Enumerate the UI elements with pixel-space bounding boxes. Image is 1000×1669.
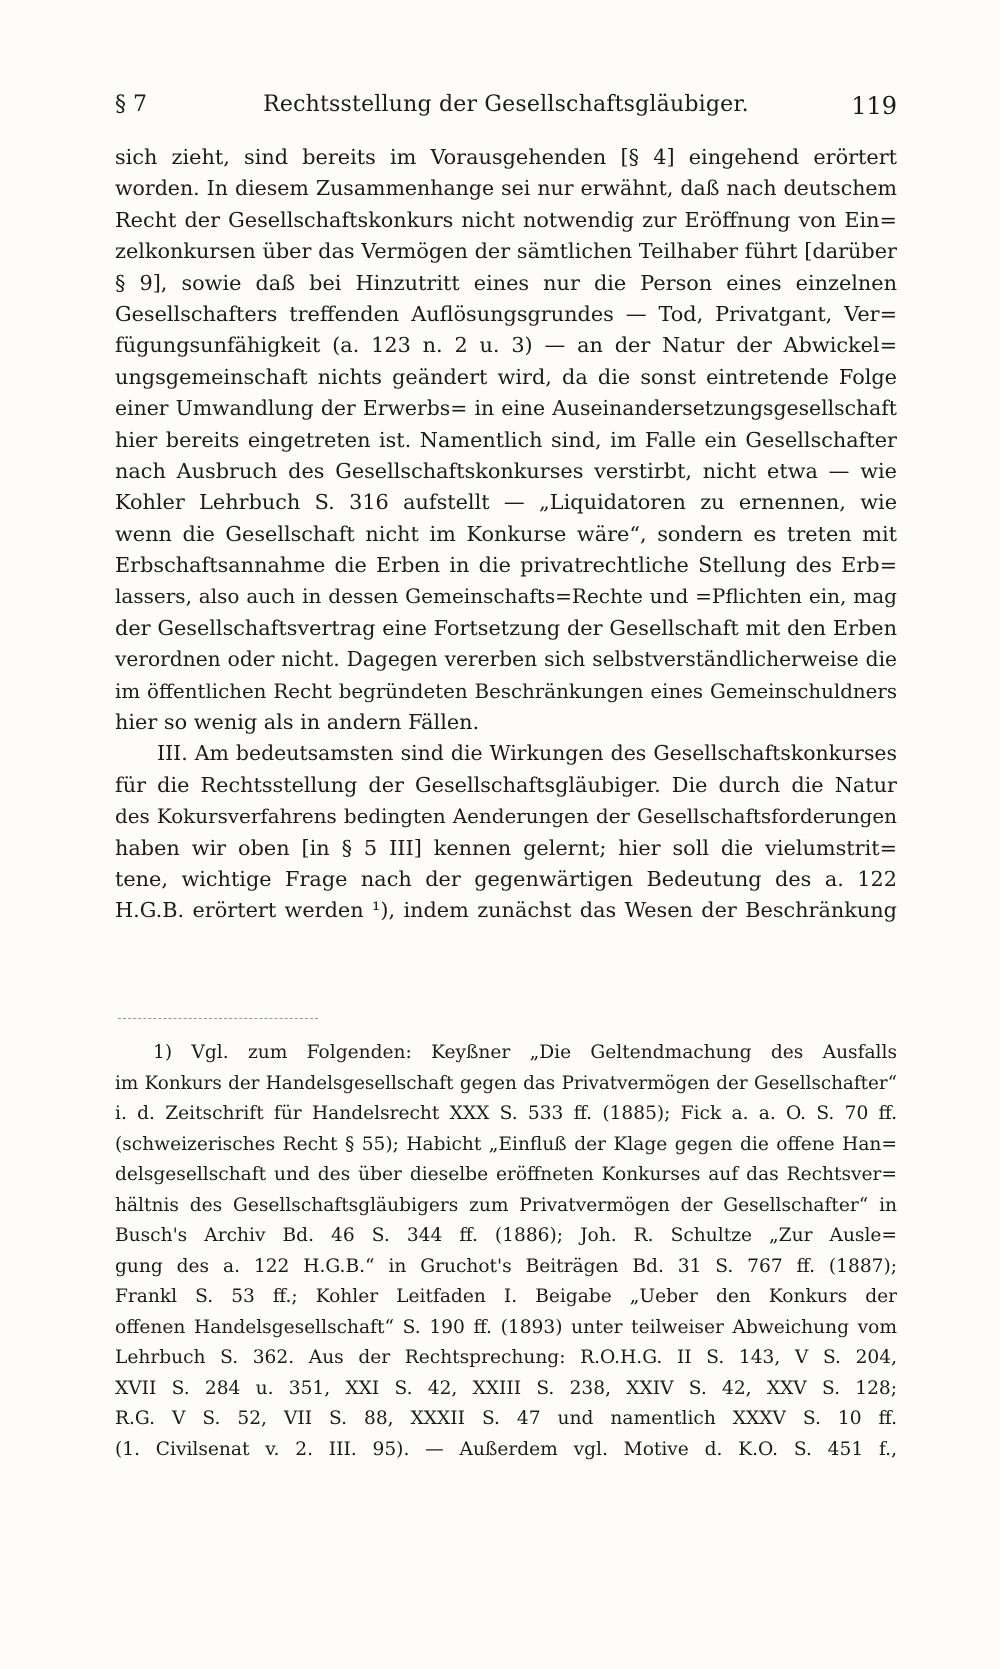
text-line: Erbschaftsannahme die Erben in die privatrechtliche Stellung des Erb=	[115, 553, 897, 578]
footnote-line: offenen Handelsgesellschaft“ S. 190 ff. (1893) unter teilweiser Abweichung vom	[115, 1316, 897, 1338]
section-start-line: III. Am bedeutsamsten sind die Wirkungen des Gesellschaftskonkurses	[157, 741, 897, 766]
text-line: zelkonkursen über das Vermögen der sämtlichen Teilhaber führt [darüber	[115, 239, 897, 264]
running-title: Rechtsstellung der Gesellschaftsgläubiger.	[263, 92, 749, 117]
footnote-line: Frankl S. 53 ff.; Kohler Leitfaden I. Beigabe „Ueber den Konkurs der	[115, 1286, 897, 1307]
text-line: im öffentlichen Recht begründeten Beschränkungen eines Gemeinschuldners	[115, 679, 897, 703]
text-line: verordnen oder nicht. Dagegen vererben sich selbstverständlicherweise die	[115, 647, 897, 672]
footnote-line: im Konkurs der Handelsgesellschaft gegen das Privatvermögen der Gesellschafter“	[115, 1072, 897, 1094]
text-line: worden. In diesem Zusammenhange sei nur erwähnt, daß nach deutschem	[115, 176, 897, 201]
footnote	[115, 1038, 897, 1465]
text-line: fügungsunfähigkeit (a. 123 n. 2 u. 3) — an der Natur der Abwickel=	[115, 333, 897, 358]
footnote-line: 1) Vgl. zum Folgenden: Keyßner „Die Geltendmachung des Ausfalls	[153, 1042, 897, 1063]
text-line: tene, wichtige Frage nach der gegenwärtigen Bedeutung des a. 122	[115, 866, 897, 891]
footnote-line: gung des a. 122 H.G.B.“ in Gruchot's Beiträgen Bd. 31 S. 767 ff. (1887);	[115, 1255, 897, 1277]
text-line: hier bereits eingetreten ist. Namentlich sind, im Falle ein Gesellschafter	[115, 427, 897, 452]
text-line: nach Ausbruch des Gesellschaftskonkurses verstirbt, nicht etwa — wie	[115, 458, 897, 483]
text-line: der Gesellschaftsvertrag eine Fortsetzung der Gesellschaft mit den Erben	[115, 615, 897, 640]
text-line: sich zieht, sind bereits im Vorausgehenden [§ 4] eingehend erörtert	[115, 145, 897, 169]
text-line: einer Umwandlung der Erwerbs= in eine Auseinandersetzungsgesellschaft	[115, 396, 897, 421]
footnote-line: Lehrbuch S. 362. Aus der Rechtsprechung: R.O.H.G. II S. 143, V S. 204,	[115, 1347, 897, 1368]
footnote-line: Busch's Archiv Bd. 46 S. 344 ff. (1886); Joh. R. Schultze „Zur Ausle=	[115, 1225, 897, 1246]
text-line: wenn die Gesellschaft nicht im Konkurse wäre“, sondern es treten mit	[115, 521, 897, 546]
text-line: ungsgemeinschaft nichts geändert wird, da die sonst eintretende Folge	[115, 364, 897, 389]
text-line: haben wir oben [in § 5 III] kennen gelernt; hier soll die vielumstrit=	[115, 835, 897, 860]
footnote-line: (1. Civilsenat v. 2. III. 95). — Außerdem vgl. Motive d. K.O. S. 451 f.,	[115, 1438, 897, 1460]
text-line: des Kokursverfahrens bedingten Aenderungen der Gesellschaftsforderungen	[115, 805, 897, 829]
text-line: Kohler Lehrbuch S. 316 aufstellt — „Liquidatoren zu ernennen, wie	[115, 490, 897, 515]
footnote-separator	[118, 1018, 318, 1019]
text-line: für die Rechtsstellung der Gesellschaftsgläubiger. Die durch die Natur	[115, 772, 897, 797]
text-line: § 9], sowie daß bei Hinzutritt eines nur die Person eines einzelnen	[115, 270, 897, 295]
footnote-line: hältnis des Gesellschaftsgläubigers zum Privatvermögen der Gesellschafter“ in	[115, 1194, 897, 1216]
running-header	[115, 92, 897, 132]
text-line: Recht der Gesellschaftskonkurs nicht notwendig zur Eröffnung von Ein=	[115, 207, 897, 232]
main-text	[115, 142, 897, 927]
footnote-line: R.G. V S. 52, VII S. 88, XXXII S. 47 und namentlich XXXV S. 10 ff.	[115, 1408, 897, 1429]
footnote-line: XVII S. 284 u. 351, XXI S. 42, XXIII S. 238, XXIV S. 42, XXV S. 128;	[115, 1377, 897, 1399]
page-number: 119	[851, 92, 897, 120]
footnote-line: (schweizerisches Recht § 55); Habicht „Einfluß der Klage gegen die offene Han=	[115, 1133, 897, 1155]
text-line: hier so wenig als in andern Fällen.	[115, 710, 480, 735]
text-line: lassers, also auch in dessen Gemeinschafts=Rechte und =Pflichten ein, mag	[115, 584, 897, 609]
text-line: Gesellschafters treffenden Auflösungsgrundes — Tod, Privatgant, Ver=	[115, 301, 897, 326]
footnote-line: i. d. Zeitschrift für Handelsrecht XXX S. 533 ff. (1885); Fick a. a. O. S. 70 ff.	[115, 1103, 897, 1124]
section-number: § 7	[115, 92, 147, 117]
footnote-line: delsgesellschaft und des über dieselbe eröffneten Konkurses auf das Rechtsver=	[115, 1164, 897, 1185]
text-line: H.G.B. erörtert werden ¹), indem zunächst das Wesen der Beschränkung	[115, 898, 897, 923]
